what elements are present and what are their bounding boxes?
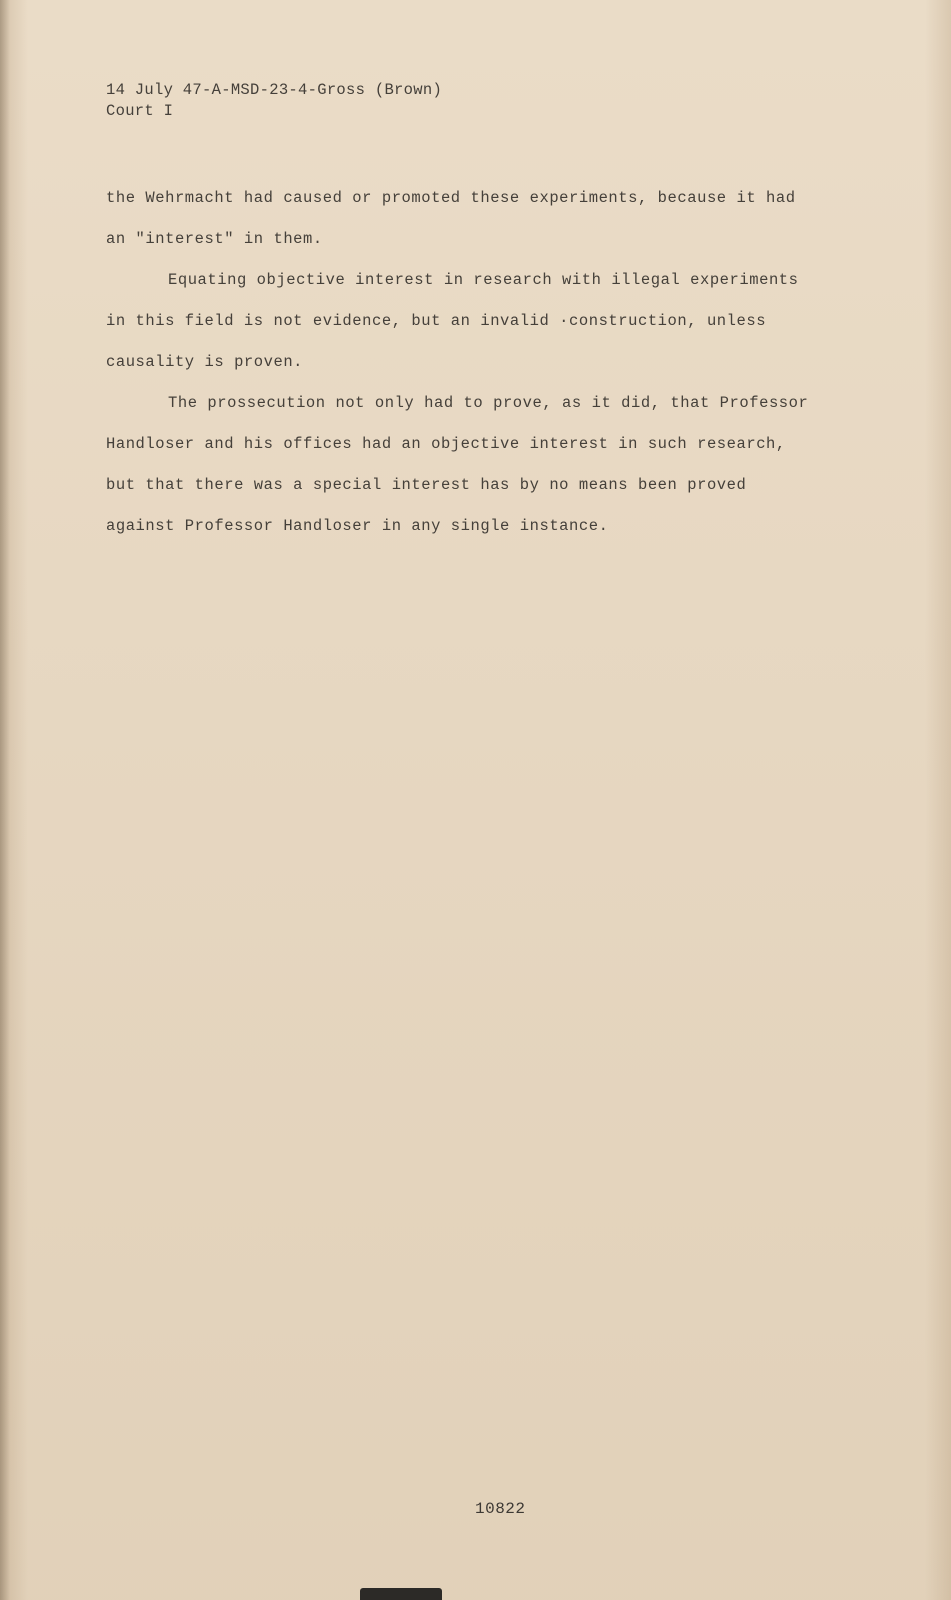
body-text — [106, 178, 842, 547]
text-line: causality is proven. — [106, 353, 304, 371]
text-line: Handloser and his offices had an objective interest in such research, — [106, 435, 786, 453]
text-line: but that there was a special interest has by no means been proved — [106, 476, 747, 494]
text-line: the Wehrmacht had caused or promoted these experiments, because it had — [106, 189, 796, 207]
text-line: an "interest" in them. — [106, 230, 323, 248]
header-court-line: Court I — [106, 102, 174, 120]
text-line: against Professor Handloser in any single instance. — [106, 517, 609, 535]
text-line: The prossecution not only had to prove, as it did, that Professor — [168, 394, 809, 412]
header-reference-line: 14 July 47-A-MSD-23-4-Gross (Brown) — [106, 81, 443, 99]
document-header — [106, 80, 442, 122]
text-line: in this field is not evidence, but an invalid ·construction, unless — [106, 312, 767, 330]
page-number: 10822 — [475, 1500, 526, 1518]
page-edge-shadow — [0, 0, 10, 1600]
binding-tab — [360, 1588, 442, 1600]
text-line: Equating objective interest in research with illegal experiments — [168, 271, 799, 289]
